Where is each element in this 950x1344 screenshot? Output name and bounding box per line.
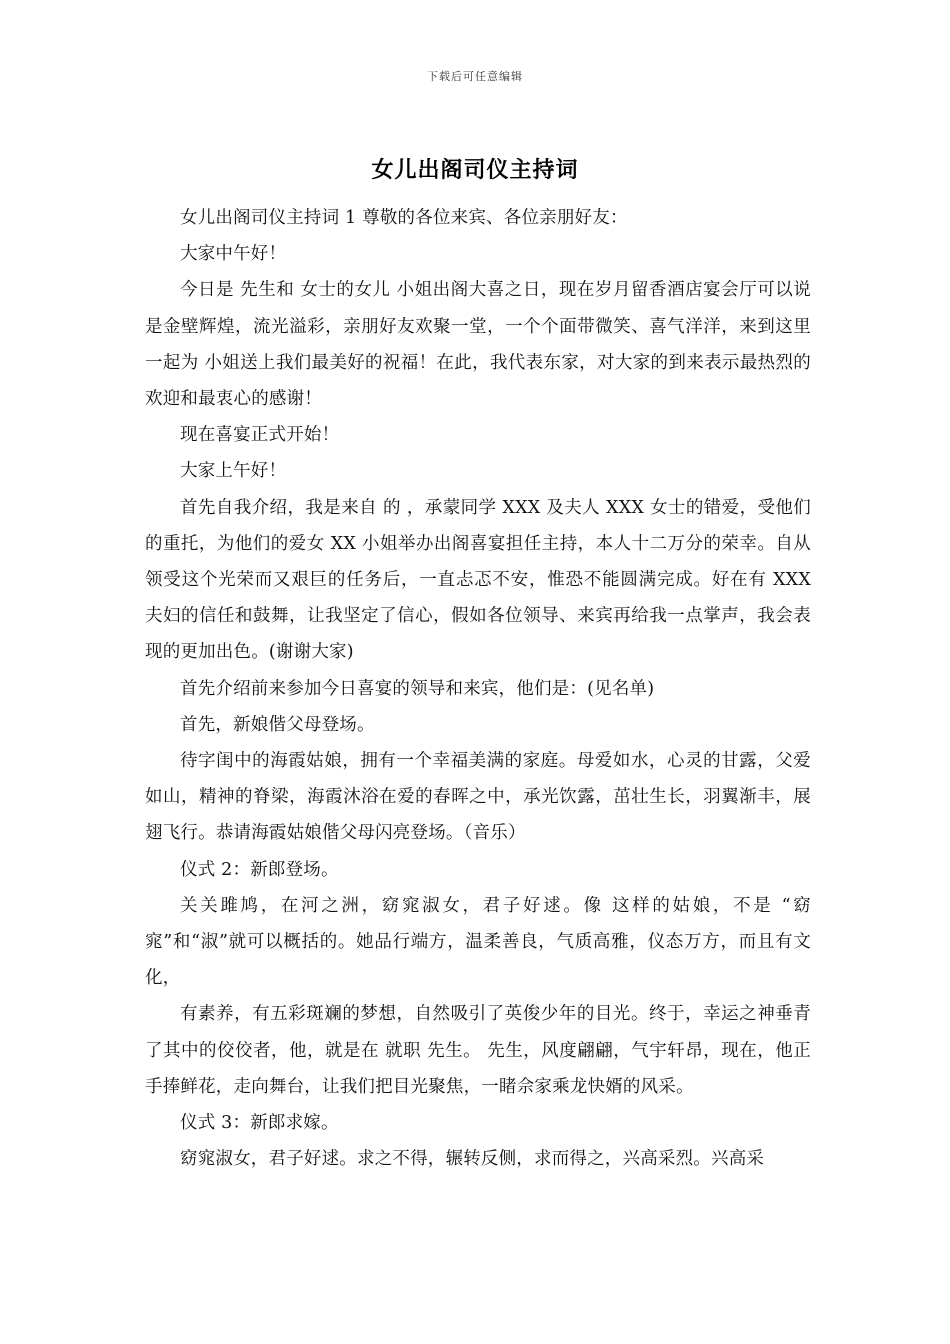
document-title: 女儿出阁司仪主持词 [371, 157, 579, 183]
paragraph: 首先自我介绍，我是来自 的 ，承蒙同学 XXX 及夫人 XXX 女士的错爱，受他们的重托，为他们的爱女 XX 小姐举办出阁喜宴担任主持，本人十二万分的荣幸。自从领受这个光荣而又艰巨的任务后，一直忐忑不安，惟恐不能圆满完成。好在有 XXX 夫妇的信任和鼓舞，让我坚定了信心，假如各位领导、来宾再给我一点掌声，我会表现的更加出色。(谢谢大家) [145, 497, 811, 663]
paragraph: 首先，新娘偕父母登场。 [180, 714, 375, 735]
paragraph: 待字闺中的海霞姑娘，拥有一个幸福美满的家庭。母爱如水，心灵的甘露，父爱如山，精神的脊梁，海霞沐浴在爱的春晖之中，承光饮露，茁壮生长，羽翼渐丰，展翅飞行。恭请海霞姑娘偕父母闪亮登场。（音乐） [145, 751, 811, 844]
document-body [145, 200, 811, 1177]
paragraph: 仪式 2：新郎登场。 [180, 859, 339, 880]
paragraph: 大家上午好！ [180, 461, 287, 482]
header-note: 下载后可任意编辑 [427, 70, 523, 83]
paragraph: 大家中午好！ [180, 244, 287, 265]
paragraph: 关关雎鸠，在河之洲，窈窕淑女，君子好逑。像 这样的姑娘，不是 “窈窕”和“淑”就可以概括的。她品行端方，温柔善良，气质高雅，仪态万方，而且有文化， [145, 895, 811, 989]
paragraph: 女儿出阁司仪主持词 1 尊敬的各位来宾、各位亲朋好友： [180, 208, 628, 228]
paragraph: 有素养，有五彩斑斓的梦想，自然吸引了英俊少年的目光。终于，幸运之神垂青了其中的佼佼者，他，就是在 就职 先生。 先生，风度翩翩，气宇轩昂，现在，他正手捧鲜花，走向舞台，让我们把目光聚焦，一睹佘家乘龙快婿的风采。 [145, 1004, 811, 1097]
paragraph: 窈窕淑女，君子好逑。求之不得，辗转反侧，求而得之，兴高采烈。兴高采 [180, 1149, 765, 1170]
paragraph: 现在喜宴正式开始！ [180, 425, 340, 446]
paragraph: 今日是 先生和 女士的女儿 小姐出阁大喜之日，现在岁月留香酒店宴会厅可以说是金壁辉煌，流光溢彩，亲朋好友欢聚一堂，一个个面带微笑、喜气洋洋，来到这里一起为 小姐送上我们最美好的祝福！在此，我代表东家，对大家的到来表示最热烈的欢迎和最衷心的感谢！ [145, 280, 811, 410]
paragraph: 仪式 3：新郎求嫁。 [180, 1113, 339, 1134]
paragraph: 首先介绍前来参加今日喜宴的领导和来宾，他们是：(见名单) [180, 678, 655, 699]
